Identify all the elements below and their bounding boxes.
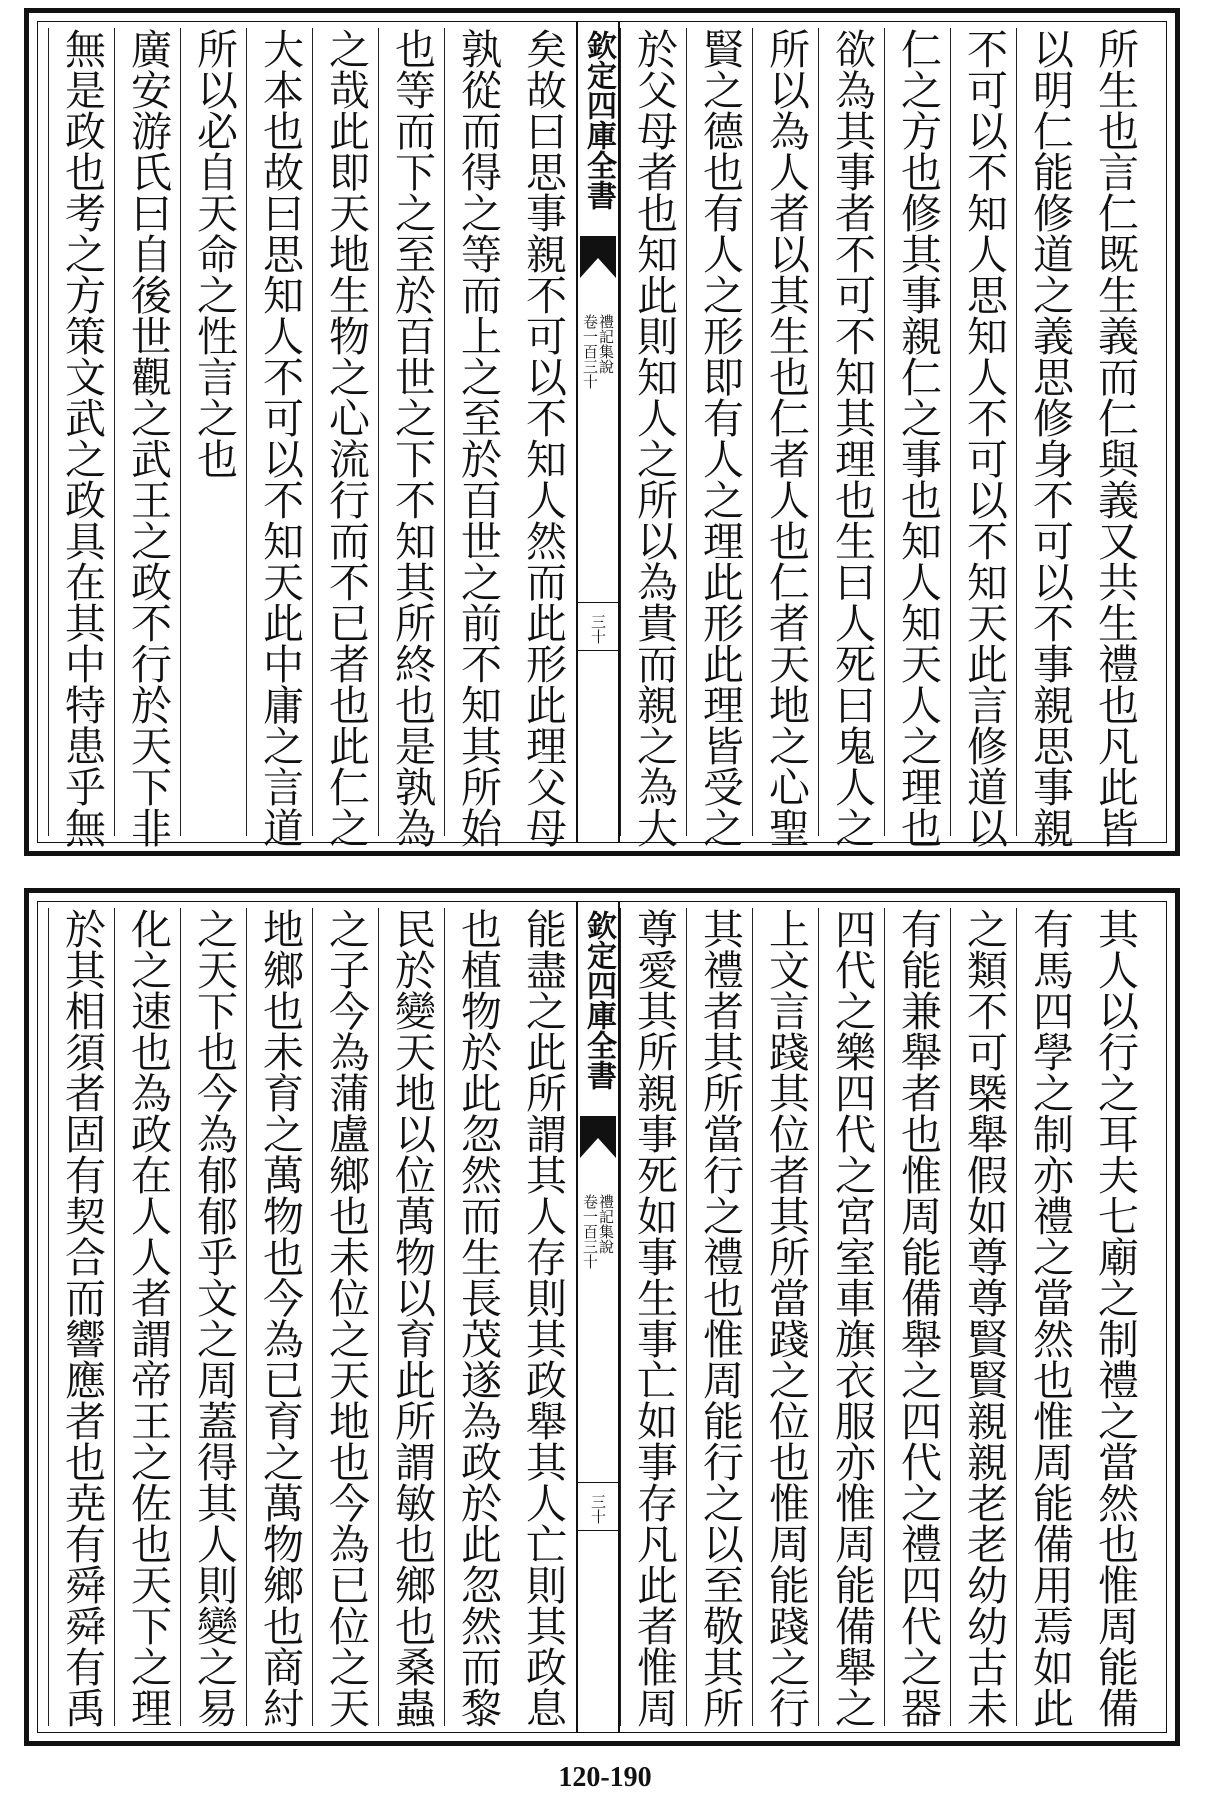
column-text: 其人以行之耳夫七廟之制禮之當然也惟周能備 (1091, 908, 1139, 1728)
column-text: 矣故曰思事親不可以不知人然而此形此理父母 (519, 28, 567, 848)
text-column (246, 28, 312, 848)
bottom-page (24, 888, 1180, 1746)
text-column (48, 28, 114, 848)
text-column (884, 28, 950, 848)
fish-tail-mark-icon (580, 1116, 616, 1158)
bottom-page-frame (37, 901, 1167, 1733)
text-column (444, 28, 510, 848)
column-text: 之類不可槩舉假如尊尊賢賢親親老老幼幼古未 (960, 908, 1008, 1728)
column-text: 所以為人者以其生也仁者人也仁者天地之心聖 (762, 28, 810, 848)
text-column (950, 28, 1016, 848)
column-text: 大本也故曰思知人不可以不知天此中庸之言道 (256, 28, 304, 848)
column-text: 上文言踐其位者其所當踐之位也惟周能踐之行 (762, 908, 810, 1728)
spine-book: 禮記集說 (597, 314, 615, 374)
column-text: 能盡之此所謂其人存則其政舉其人亡則其政息 (519, 908, 567, 1728)
column-text: 其禮者其所當行之禮也惟周能行之以至敬其所 (696, 908, 744, 1728)
spine-volume: 卷一百三十 (581, 314, 599, 389)
text-column (312, 908, 378, 1726)
spine-volume: 卷一百三十 (581, 1194, 599, 1269)
spine-title: 欽定四庫全書 (581, 30, 616, 210)
center-spine (576, 22, 620, 842)
text-column (818, 908, 884, 1726)
column-text: 有能兼舉者也惟周能備舉之四代之禮四代之器 (894, 908, 942, 1728)
column-text: 也植物於此忽然而生長茂遂為政於此忽然而黎 (454, 908, 502, 1728)
spine-book: 禮記集說 (597, 1194, 615, 1254)
text-column (752, 28, 818, 848)
spine-divider (578, 602, 618, 603)
spine-page: 三十 (589, 1494, 607, 1524)
spine-divider (578, 650, 618, 651)
column-text: 所生也言仁既生義而仁與義又共生禮也凡此皆 (1091, 28, 1139, 848)
text-column (312, 28, 378, 848)
text-column (510, 908, 576, 1726)
column-text: 民於變天地以位萬物以育此所謂敏也鄉也桑蟲 (388, 908, 436, 1728)
text-column (620, 28, 686, 848)
text-column (444, 908, 510, 1726)
column-text: 四代之樂四代之宮室車旗衣服亦惟周能備舉之 (828, 908, 876, 1728)
column-text: 地鄉也未育之萬物也今為已育之萬物鄉也商紂 (256, 908, 304, 1728)
column-text: 有馬四學之制亦禮之當然也惟周能備用焉如此 (1026, 908, 1074, 1728)
text-column (1016, 908, 1082, 1726)
text-column (1082, 908, 1148, 1726)
text-column (48, 908, 114, 1726)
column-text: 所以必自天命之性言之也 (190, 28, 238, 479)
column-text: 化之速也為政在人人者謂帝王之佐也天下之理 (124, 908, 172, 1728)
text-column (246, 908, 312, 1726)
text-column (114, 28, 180, 848)
column-text: 也等而下之至於百世之下不知其所終也是孰為 (388, 28, 436, 848)
page-number: 120-190 (558, 1762, 652, 1793)
column-text: 尊愛其所親事死如事生事亡如事存凡此者惟周 (630, 908, 678, 1728)
text-column (378, 908, 444, 1726)
text-column (1082, 28, 1148, 848)
column-text: 賢之德也有人之形即有人之理此形此理皆受之 (696, 28, 744, 848)
text-column (686, 28, 752, 848)
text-column (114, 908, 180, 1726)
text-column (950, 908, 1016, 1726)
text-column (620, 908, 686, 1726)
column-text: 孰從而得之等而上之至於百世之前不知其所始 (454, 28, 502, 848)
column-text: 以明仁能修道之義思修身不可以不事親思事親 (1026, 28, 1074, 848)
column-text: 於父母者也知此則知人之所以為貴而親之為大 (630, 28, 678, 848)
text-column (180, 908, 246, 1726)
spine-divider (578, 1530, 618, 1531)
column-text: 不可以不知人思知人不可以不知天此言修道以 (960, 28, 1008, 848)
text-column (818, 28, 884, 848)
text-column (686, 908, 752, 1726)
text-column (180, 28, 246, 836)
text-column (884, 908, 950, 1726)
text-column (1016, 28, 1082, 848)
fish-tail-mark-icon (580, 236, 616, 278)
spine-page: 三十 (589, 614, 607, 644)
column-text: 欲為其事者不可不知其理也生曰人死曰鬼人之 (828, 28, 876, 848)
spine-title: 欽定四庫全書 (581, 910, 616, 1090)
column-text: 之哉此即天地生物之心流行而不已者也此仁之 (322, 28, 370, 848)
column-text: 之天下也今為郁郁乎文之周蓋得其人則變之易 (190, 908, 238, 1728)
column-text: 之子今為蒲盧鄉也未位之天地也今為已位之天 (322, 908, 370, 1728)
column-text: 於其相須者固有契合而響應者也尭有舜舜有禹 (58, 908, 106, 1728)
text-column (752, 908, 818, 1726)
column-text: 廣安游氏曰自後世觀之武王之政不行於天下非 (124, 28, 172, 848)
text-column (378, 28, 444, 848)
center-spine (576, 902, 620, 1732)
spine-divider (578, 1482, 618, 1483)
column-text: 仁之方也修其事親仁之事也知人知天人之理也 (894, 28, 942, 848)
column-text: 無是政也考之方策文武之政具在其中特患乎無 (58, 28, 106, 848)
top-page-frame (37, 21, 1167, 848)
text-column (510, 28, 576, 848)
top-page (24, 8, 1180, 856)
